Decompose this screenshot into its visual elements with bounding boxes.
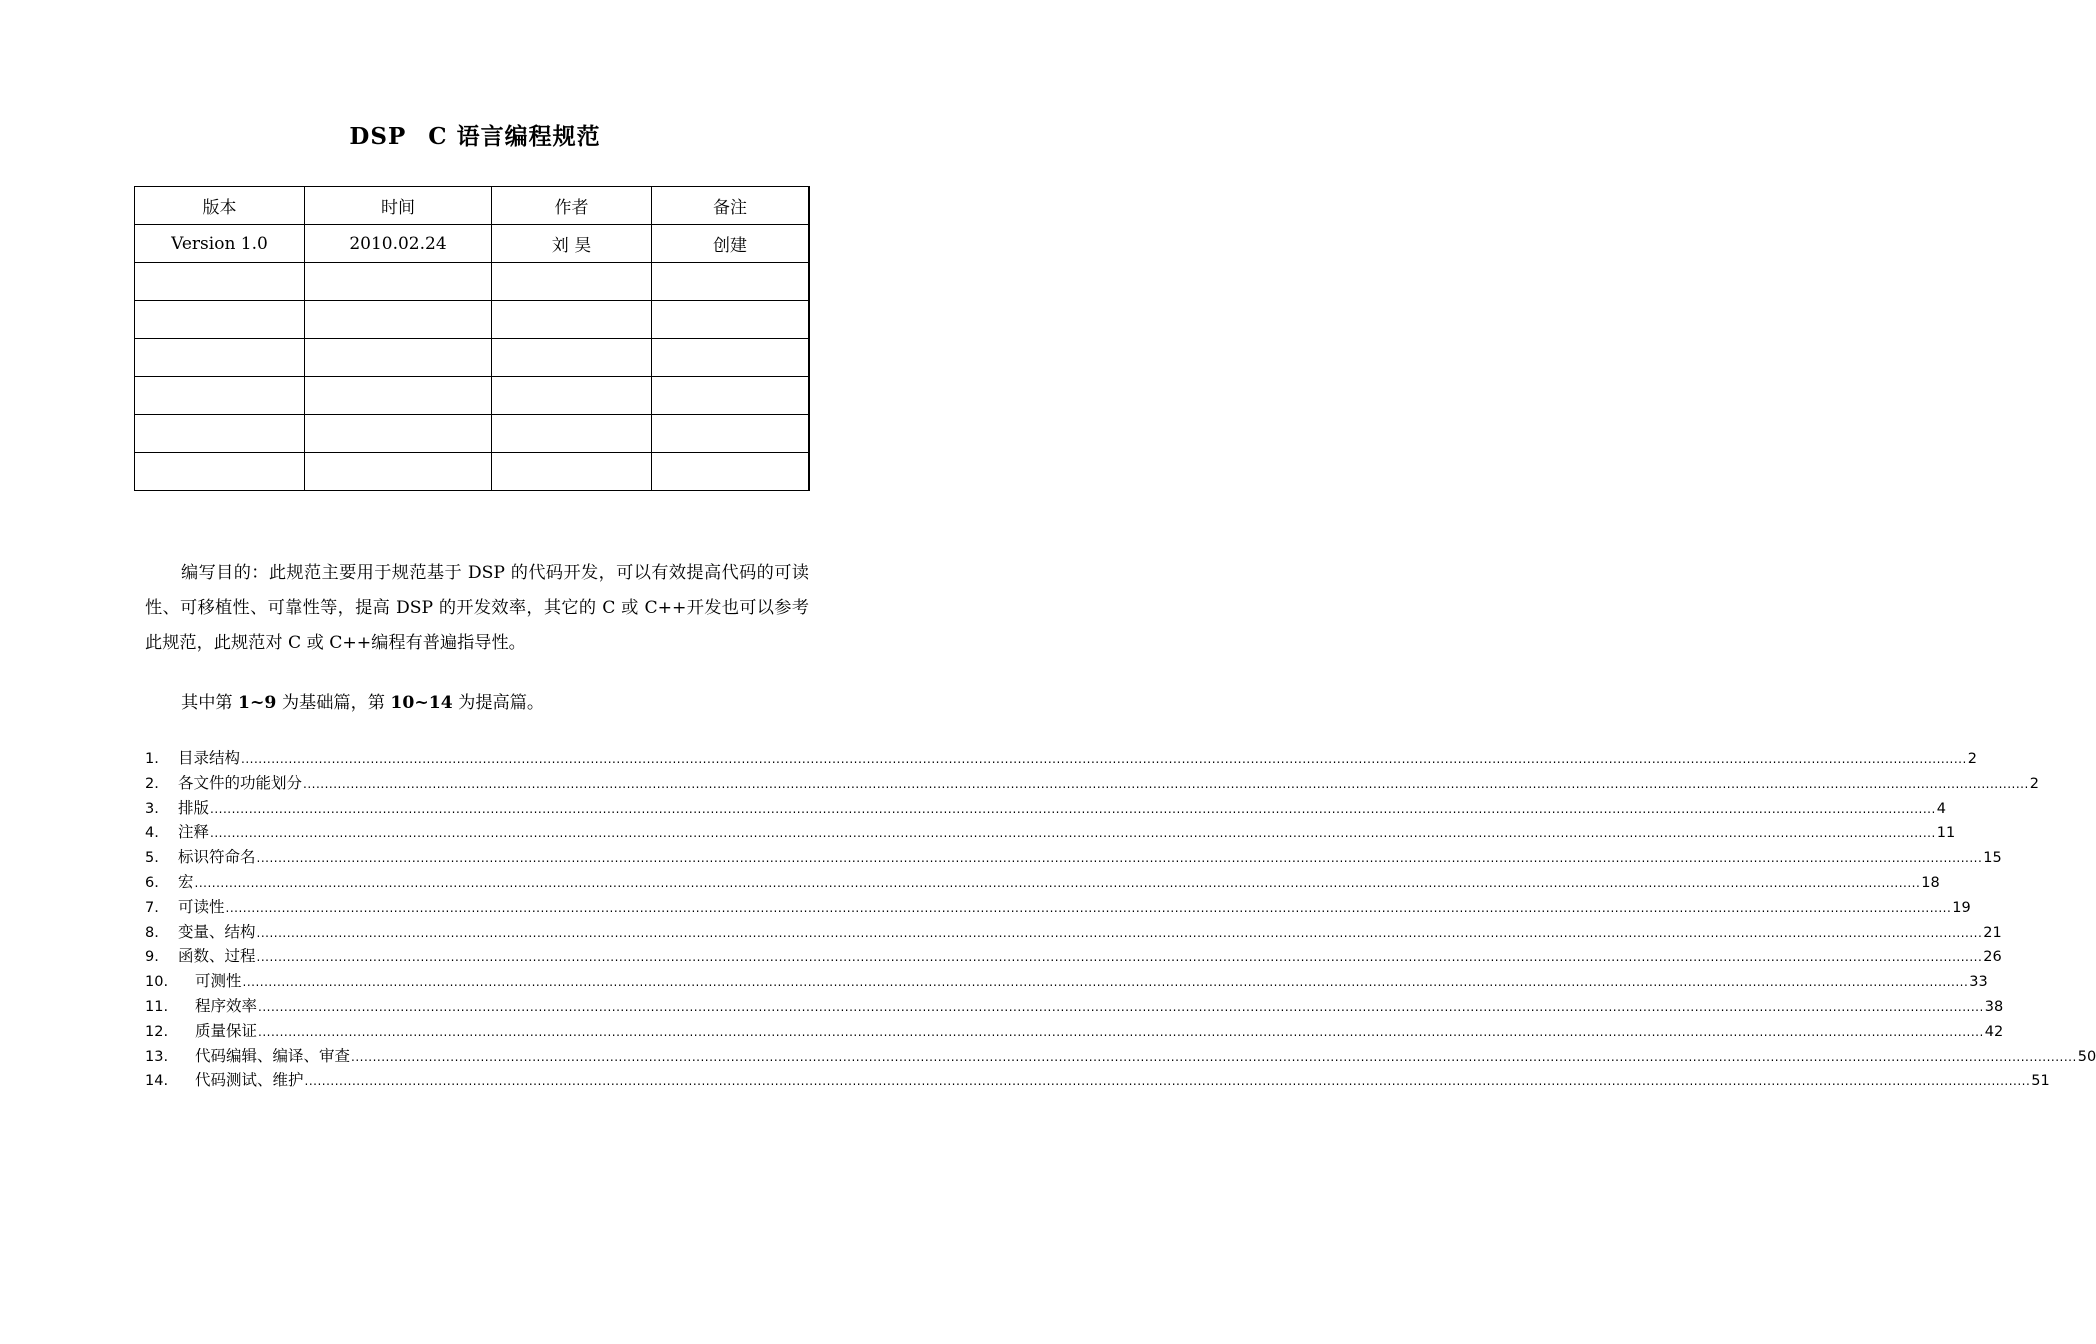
table-cell: 刘 昊 xyxy=(492,225,652,263)
toc-number: 5. xyxy=(145,850,159,867)
toc-title: 注释 xyxy=(178,823,210,842)
toc-page-number: 50 xyxy=(2077,1048,2096,1065)
table-cell xyxy=(135,339,305,377)
toc-title: 函数、过程 xyxy=(178,947,256,966)
table-cell xyxy=(305,453,492,491)
table-cell: 创建 xyxy=(652,225,810,263)
note-range-basic: 1~9 xyxy=(238,693,277,713)
table-cell xyxy=(652,415,810,453)
toc-title: 排版 xyxy=(178,798,210,817)
toc-page-number: 38 xyxy=(1984,998,2004,1015)
table-cell xyxy=(135,453,305,491)
toc-leader-dots: ................................................................................................................................................................................................................................................................................................................................................................................................................ xyxy=(210,826,1936,841)
toc-title: 可读性 xyxy=(178,897,225,916)
table-cell xyxy=(492,263,652,301)
toc-leader-dots: ................................................................................................................................................................................................................................................................................................................................................................................................................ xyxy=(258,999,1984,1014)
toc-entry[interactable] xyxy=(145,920,2002,945)
title-right: C 语言编程规范 xyxy=(428,123,601,150)
version-history-table xyxy=(134,186,810,491)
toc-entry[interactable] xyxy=(145,1044,2096,1069)
toc-entry[interactable] xyxy=(145,771,2040,796)
note-prefix: 其中第 xyxy=(181,693,239,713)
toc-number: 6. xyxy=(145,874,159,891)
toc-title: 质量保证 xyxy=(195,1021,258,1040)
toc-leader-dots: ................................................................................................................................................................................................................................................................................................................................................................................................................ xyxy=(256,851,1983,866)
toc-leader-dots: ................................................................................................................................................................................................................................................................................................................................................................................................................ xyxy=(304,1074,2031,1089)
toc-number: 10. xyxy=(145,974,169,991)
note-suffix: 为提高篇。 xyxy=(452,693,545,713)
toc-entry[interactable] xyxy=(145,994,2004,1019)
table-cell xyxy=(652,377,810,415)
table-cell xyxy=(135,301,305,339)
table-cell: Version 1.0 xyxy=(135,225,305,263)
table-cell: 备注 xyxy=(652,187,810,225)
toc-title: 标识符命名 xyxy=(178,848,256,867)
toc-leader-dots: ................................................................................................................................................................................................................................................................................................................................................................................................................ xyxy=(303,776,2029,791)
table-cell xyxy=(652,339,810,377)
toc-title: 代码编辑、编译、审查 xyxy=(195,1046,351,1065)
toc-entry[interactable] xyxy=(145,796,1947,821)
table-cell xyxy=(135,415,305,453)
toc-leader-dots: ................................................................................................................................................................................................................................................................................................................................................................................................................ xyxy=(256,925,1983,940)
toc-number: 3. xyxy=(145,800,159,817)
toc-number: 13. xyxy=(145,1048,169,1065)
toc-number: 1. xyxy=(145,751,159,767)
toc-leader-dots: ................................................................................................................................................................................................................................................................................................................................................................................................................ xyxy=(351,1049,2077,1064)
toc-page-number: 18 xyxy=(1921,874,1940,891)
toc-title: 各文件的功能划分 xyxy=(178,773,303,792)
toc-leader-dots: ................................................................................................................................................................................................................................................................................................................................................................................................................ xyxy=(225,900,1952,915)
toc-page-number: 33 xyxy=(1969,974,1988,991)
table-cell xyxy=(305,415,492,453)
toc-page-number: 21 xyxy=(1983,924,2002,941)
toc-entry[interactable] xyxy=(145,1019,2004,1044)
table-cell xyxy=(652,453,810,491)
toc-number: 4. xyxy=(145,825,159,842)
toc-page-number: 42 xyxy=(1984,1023,2004,1040)
toc-leader-dots: ................................................................................................................................................................................................................................................................................................................................................................................................................ xyxy=(210,801,1936,816)
toc-number: 9. xyxy=(145,949,159,966)
toc-entry[interactable] xyxy=(145,969,1988,994)
document-title xyxy=(0,118,950,151)
table-of-contents xyxy=(145,746,2096,1093)
table-cell: 版本 xyxy=(135,187,305,225)
table-cell xyxy=(492,453,652,491)
toc-page-number: 2 xyxy=(2029,775,2040,792)
table-cell xyxy=(305,263,492,301)
table-cell xyxy=(492,301,652,339)
toc-leader-dots: ................................................................................................................................................................................................................................................................................................................................................................................................................ xyxy=(242,975,1969,990)
toc-page-number: 51 xyxy=(2031,1073,2050,1090)
toc-number: 12. xyxy=(145,1023,169,1040)
toc-title: 程序效率 xyxy=(195,996,258,1015)
toc-number: 7. xyxy=(145,899,159,916)
toc-entry[interactable] xyxy=(145,895,1971,920)
toc-page-number: 26 xyxy=(1983,949,2002,966)
table-row xyxy=(135,453,810,491)
toc-leader-dots: ................................................................................................................................................................................................................................................................................................................................................................................................................ xyxy=(194,875,1921,890)
table-cell: 2010.02.24 xyxy=(305,225,492,263)
table-cell xyxy=(492,377,652,415)
toc-title: 可测性 xyxy=(195,972,242,991)
table-cell xyxy=(135,377,305,415)
table-cell xyxy=(135,263,305,301)
toc-title: 变量、结构 xyxy=(178,922,256,941)
section-note xyxy=(181,688,544,718)
toc-entry[interactable] xyxy=(145,845,2002,870)
table-row xyxy=(135,225,810,263)
table-row xyxy=(135,301,810,339)
table-cell xyxy=(652,301,810,339)
table-cell xyxy=(492,339,652,377)
purpose-paragraph: 编写目的：此规范主要用于规范基于 DSP 的代码开发，可以有效提高代码的可读性、可移植性、可靠性等，提高 DSP 的开发效率，其它的 C 或 C++开发也可以参考此规范，此规范对 C 或 C++编程有普遍指导性。 xyxy=(145,563,809,653)
note-range-advanced: 10~14 xyxy=(390,693,453,713)
table-cell: 时间 xyxy=(305,187,492,225)
toc-number: 8. xyxy=(145,924,159,941)
table-cell: 作者 xyxy=(492,187,652,225)
toc-entry[interactable] xyxy=(145,944,2002,969)
table-cell xyxy=(492,415,652,453)
table-row xyxy=(135,377,810,415)
table-row xyxy=(135,339,810,377)
note-middle: 为基础篇，第 xyxy=(276,693,391,713)
toc-title: 代码测试、维护 xyxy=(195,1071,304,1090)
toc-page-number: 4 xyxy=(1936,800,1947,817)
table-cell xyxy=(305,301,492,339)
table-cell xyxy=(652,263,810,301)
toc-leader-dots: ................................................................................................................................................................................................................................................................................................................................................................................................................ xyxy=(258,1024,1984,1039)
toc-entry[interactable] xyxy=(145,1068,2050,1093)
table-row xyxy=(135,263,810,301)
toc-page-number: 2 xyxy=(1967,751,1978,767)
toc-page-number: 15 xyxy=(1983,850,2002,867)
toc-page-number: 11 xyxy=(1936,825,1956,842)
toc-page-number: 19 xyxy=(1952,899,1971,916)
table-cell xyxy=(305,339,492,377)
toc-number: 11. xyxy=(145,998,169,1015)
table-header-row xyxy=(135,187,810,225)
table-row xyxy=(135,415,810,453)
toc-leader-dots: ................................................................................................................................................................................................................................................................................................................................................................................................................ xyxy=(256,950,1983,965)
toc-entry[interactable] xyxy=(145,820,1956,845)
toc-leader-dots: ................................................................................................................................................................................................................................................................................................................................................................................................................ xyxy=(241,752,1967,766)
title-left: DSP xyxy=(349,123,407,150)
toc-title: 宏 xyxy=(178,872,194,891)
toc-number: 14. xyxy=(145,1073,169,1090)
toc-number: 2. xyxy=(145,775,159,792)
toc-entry[interactable] xyxy=(145,870,1940,895)
toc-title: 目录结构 xyxy=(178,749,241,767)
toc-entry[interactable] xyxy=(145,746,1978,771)
table-cell xyxy=(305,377,492,415)
